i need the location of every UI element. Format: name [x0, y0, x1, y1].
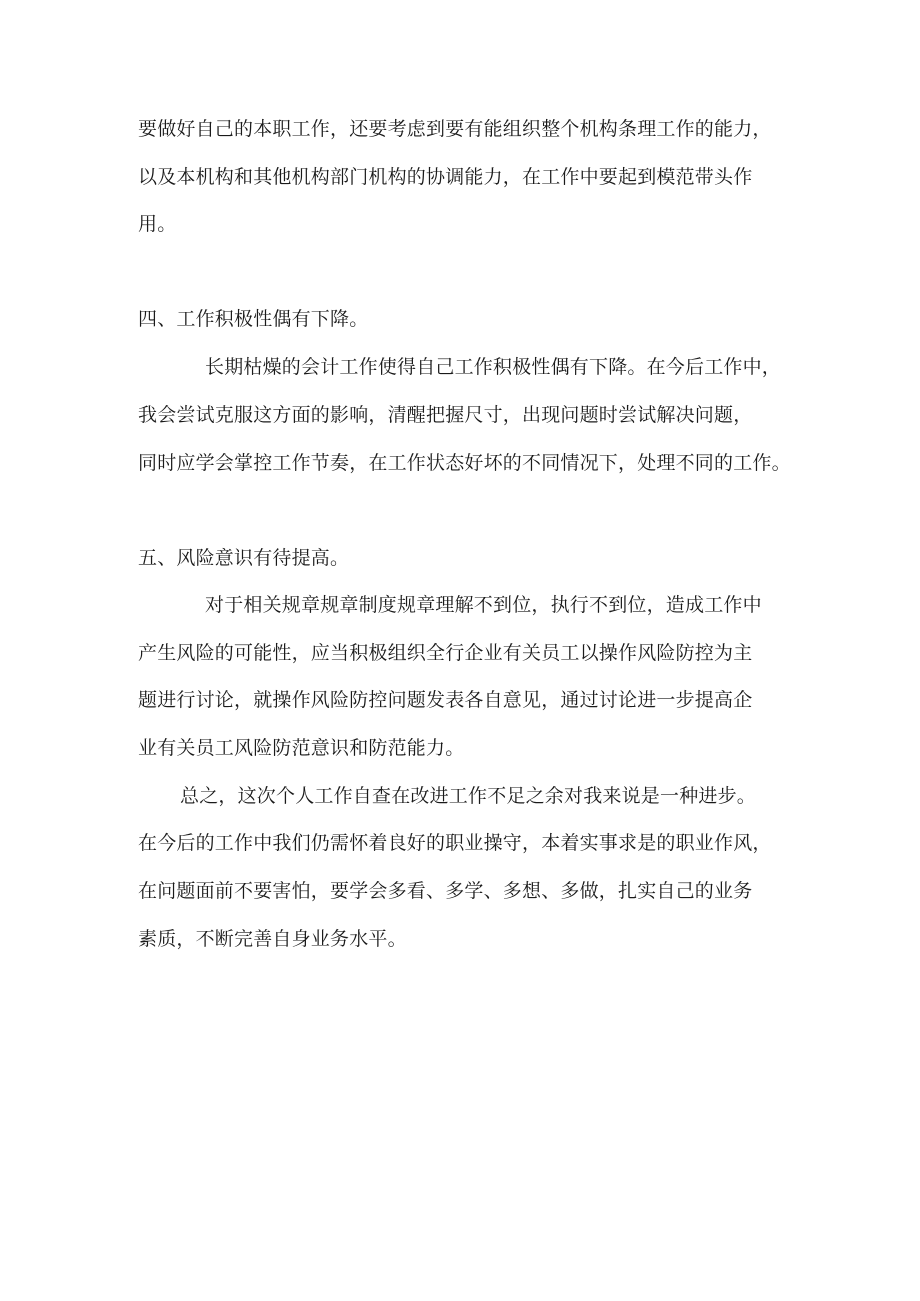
paragraph-line: 总之，这次个人工作自查在改进工作不足之余对我来说是一种进步。	[180, 785, 757, 807]
paragraph-line: 在今后的工作中我们仍需怀着良好的职业操守，本着实事求是的职业作风，	[138, 832, 772, 854]
paragraph-line: 以及本机构和其他机构部门机构的协调能力，在工作中要起到模范带头作	[138, 166, 753, 188]
paragraph-line: 在问题面前不要害怕，要学会多看、多学、多想、多做，扎实自己的业务	[138, 880, 753, 902]
paragraph-line: 对于相关规章规章制度规章理解不到位，执行不到位，造成工作中	[205, 594, 762, 616]
paragraph-line: 用。	[138, 213, 177, 235]
paragraph-line: 要做好自己的本职工作，还要考虑到要有能组织整个机构条理工作的能力，	[138, 118, 772, 140]
paragraph-line: 同时应学会掌控工作节奏，在工作状态好坏的不同情况下，处理不同的工作。	[138, 452, 791, 474]
paragraph-line: 产生风险的可能性，应当积极组织全行企业有关员工以操作风险防控为主	[138, 642, 753, 664]
paragraph-line: 长期枯燥的会计工作使得自己工作积极性偶有下降。在今后工作中，	[205, 356, 782, 378]
paragraph-line: 素质，不断完善自身业务水平。	[138, 928, 407, 950]
paragraph-line: 业有关员工风险防范意识和防范能力。	[138, 737, 465, 759]
paragraph-line: 我会尝试克服这方面的影响，清醒把握尺寸，出现问题时尝试解决问题，	[138, 404, 753, 426]
paragraph-line: 题进行讨论，就操作风险防控问题发表各自意见，通过讨论进一步提高企	[138, 689, 753, 711]
section-heading: 五、风险意识有待提高。	[138, 547, 350, 569]
section-heading: 四、工作积极性偶有下降。	[138, 308, 369, 330]
